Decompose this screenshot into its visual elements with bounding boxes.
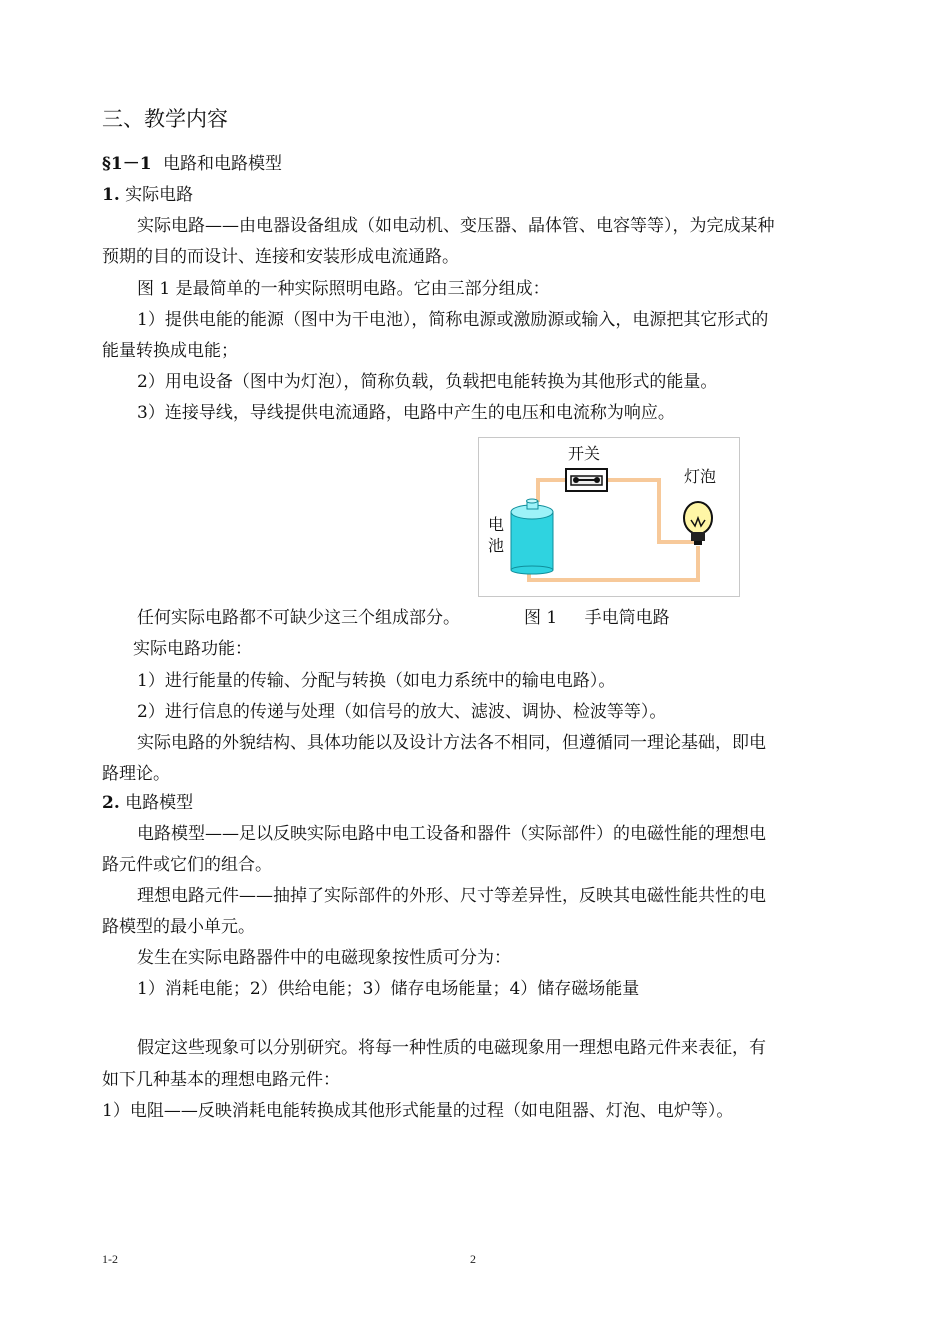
paragraph-line: 任何实际电路都不可缺少这三个组成部分。 [137,608,460,628]
paragraph-line: 路元件或它们的组合。 [102,855,272,875]
paragraph-line: 1）消耗电能；2）供给电能；3）储存电场能量；4）储存磁场能量 [137,979,640,999]
paragraph-line: 图 1 是最简单的一种实际照明电路。它由三部分组成： [137,279,550,299]
paragraph-line: 实际电路功能： [133,639,252,659]
subsection-1-title: 实际电路 [125,185,194,205]
figure-caption-title: 手电筒电路 [584,608,670,628]
paragraph-line: 假定这些现象可以分别研究。将每一种性质的电磁现象用一理想电路元件来表征，有 [137,1038,766,1058]
switch-icon [566,469,607,491]
paragraph-line: 发生在实际电路器件中的电磁现象按性质可分为： [137,948,511,968]
subsection-1-heading: 1. 实际电路 [102,185,194,205]
subsection-2-number: 2 [102,793,114,813]
paragraph-line: 路模型的最小单元。 [102,917,255,937]
paragraph-line: 理想电路元件——抽掉了实际部件的外形、尺寸等差异性，反映其电磁性能共性的电 [137,886,766,906]
section-heading [102,152,282,176]
wire [529,480,698,580]
paragraph-line: 2）用电设备（图中为灯泡），简称负载，负载把电能转换为其他形式的能量。 [137,372,718,392]
paragraph-line: 3）连接导线，导线提供电流通路，电路中产生的电压和电流称为响应。 [137,403,675,423]
circuit-figure [478,437,740,597]
figure-caption-number: 图 1 [524,608,558,628]
paragraph-line: 路理论。 [102,764,170,784]
bulb-icon [684,502,712,545]
paragraph-line: 1）进行能量的传输、分配与转换（如电力系统中的输电电路）。 [137,671,616,691]
footer-chapter-label: 1-2 [102,1252,118,1266]
battery-label-2: 池 [488,536,505,555]
paragraph-line: 如下几种基本的理想电路元件： [102,1070,340,1090]
paragraph-line: 1）电阻——反映消耗电能转换成其他形式能量的过程（如电阻器、灯泡、电炉等）。 [102,1101,734,1121]
subsection-2-title: 电路模型 [125,793,194,813]
page-number: 2 [470,1252,476,1266]
paragraph-line: 实际电路——由电器设备组成（如电动机、变压器、晶体管、电容等等），为完成某种 [137,216,775,236]
switch-label: 开关 [568,444,601,463]
subsection-2-heading: 2. 电路模型 [102,793,194,813]
paragraph-line: 预期的目的而设计、连接和安装形成电流通路。 [102,247,459,267]
paragraph-line: 能量转换成电能； [102,341,238,361]
paragraph-line: 电路模型——足以反映实际电路中电工设备和器件（实际部件）的电磁性能的理想电 [137,824,766,844]
paragraph-line: 2）进行信息的传递与处理（如信号的放大、滤波、调协、检波等等）。 [137,702,667,722]
bulb-label: 灯泡 [684,467,717,486]
paragraph-line: 1）提供电能的能源（图中为干电池），简称电源或激励源或输入，电源把其它形式的 [137,310,769,330]
section-title: 电路和电路模型 [162,154,282,174]
battery-label-1: 电 [488,515,505,534]
paragraph-line: 实际电路的外貌结构、具体功能以及设计方法各不相同，但遵循同一理论基础，即电 [137,733,766,753]
subsection-1-number: 1 [102,185,114,205]
figure-caption [524,606,670,630]
page-heading: 三、教学内容 [102,107,228,131]
circuit-diagram [479,438,739,596]
section-number: §1－1 [102,154,152,174]
battery-icon [511,499,553,574]
